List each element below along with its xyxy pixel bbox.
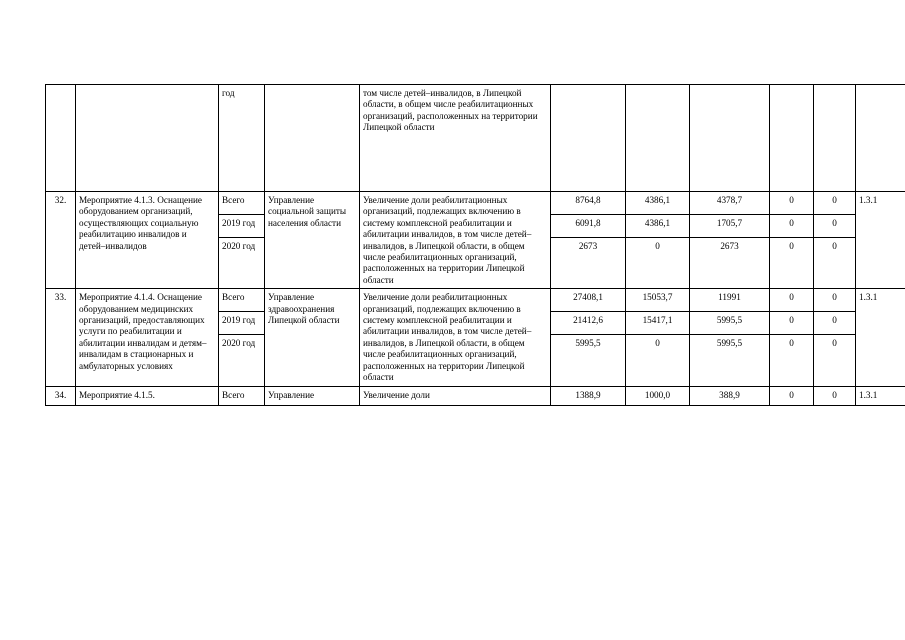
cell-value-4: 0 (770, 192, 814, 215)
cell-value-1: 21412,6 (551, 312, 626, 335)
cell-value-1: 2673 (551, 238, 626, 289)
cell-indicator: Увеличение доли реабилитационных организаций, подлежащих включению в систему комплексной реабилитации и абилитации инвалидов, в том числе детей–инвалидов, в Липецкой области, в общем числе реабилитационных организаций, расположенных на территории Липецкой области (360, 289, 551, 386)
cell-period: 2020 год (219, 238, 265, 289)
cell-value-5: 0 (814, 335, 856, 386)
cell-period: Всего (219, 386, 265, 405)
table-row (46, 289, 905, 312)
cell-value-5: 0 (814, 312, 856, 335)
cell-value-2: 15417,1 (626, 312, 690, 335)
cell-value-5 (814, 85, 856, 192)
table-row (46, 386, 905, 405)
cell-num: 34. (46, 386, 76, 405)
cell-period: 2019 год (219, 312, 265, 335)
cell-period: 2020 год (219, 335, 265, 386)
cell-target: 1.3.1 (856, 289, 905, 386)
cell-value-3: 2673 (690, 238, 770, 289)
cell-value-5: 0 (814, 215, 856, 238)
cell-value-2: 0 (626, 335, 690, 386)
cell-period: 2019 год (219, 215, 265, 238)
cell-num (46, 85, 76, 192)
cell-value-1 (551, 85, 626, 192)
program-events-table (45, 84, 905, 406)
cell-value-4: 0 (770, 335, 814, 386)
cell-executor: Управление социальной защиты населения области (265, 192, 360, 289)
cell-num: 32. (46, 192, 76, 289)
cell-value-3: 5995,5 (690, 312, 770, 335)
table-row-continuation (46, 85, 905, 192)
cell-value-2: 15053,7 (626, 289, 690, 312)
cell-value-4: 0 (770, 312, 814, 335)
cell-value-2: 1000,0 (626, 386, 690, 405)
cell-value-1: 1388,9 (551, 386, 626, 405)
cell-value-1: 8764,8 (551, 192, 626, 215)
cell-event: Мероприятие 4.1.3. Оснащение оборудованием организаций, осуществляющих социальную реабилитацию инвалидов и детей–инвалидов (76, 192, 219, 289)
cell-value-3: 5995,5 (690, 335, 770, 386)
cell-target: 1.3.1 (856, 192, 905, 289)
cell-value-2 (626, 85, 690, 192)
cell-value-2: 0 (626, 238, 690, 289)
table-row (46, 192, 905, 215)
cell-period: Всего (219, 289, 265, 312)
cell-value-3 (690, 85, 770, 192)
cell-value-3: 11991 (690, 289, 770, 312)
cell-value-2: 4386,1 (626, 192, 690, 215)
cell-value-4: 0 (770, 386, 814, 405)
cell-period: год (219, 85, 265, 192)
cell-executor (265, 85, 360, 192)
cell-value-5: 0 (814, 192, 856, 215)
cell-value-5: 0 (814, 238, 856, 289)
cell-event: Мероприятие 4.1.4. Оснащение оборудованием медицинских организаций, предоставляющих услуги по реабилитации и абилитации инвалидам и детям–инвалидам в стационарных и амбулаторных условиях (76, 289, 219, 386)
cell-executor: Управление (265, 386, 360, 405)
cell-value-4 (770, 85, 814, 192)
cell-target (856, 85, 905, 192)
cell-value-4: 0 (770, 238, 814, 289)
cell-period: Всего (219, 192, 265, 215)
cell-event (76, 85, 219, 192)
cell-indicator: Увеличение доли (360, 386, 551, 405)
cell-value-3: 1705,7 (690, 215, 770, 238)
cell-target: 1.3.1 (856, 386, 905, 405)
cell-event: Мероприятие 4.1.5. (76, 386, 219, 405)
cell-value-1: 6091,8 (551, 215, 626, 238)
cell-value-5: 0 (814, 289, 856, 312)
cell-value-2: 4386,1 (626, 215, 690, 238)
cell-indicator: том числе детей–инвалидов, в Липецкой области, в общем числе реабилитационных организаций, расположенных на территории Липецкой области (360, 85, 551, 192)
cell-value-5: 0 (814, 386, 856, 405)
cell-value-1: 5995,5 (551, 335, 626, 386)
cell-executor: Управление здравоохранения Липецкой области (265, 289, 360, 386)
cell-value-1: 27408,1 (551, 289, 626, 312)
cell-value-4: 0 (770, 215, 814, 238)
cell-indicator: Увеличение доли реабилитационных организаций, подлежащих включению в систему комплексной реабилитации и абилитации инвалидов, в том числе детей–инвалидов, в Липецкой области, в общем числе реабилитационных организаций, расположенных на территории Липецкой области (360, 192, 551, 289)
cell-num: 33. (46, 289, 76, 386)
cell-value-3: 4378,7 (690, 192, 770, 215)
cell-value-3: 388,9 (690, 386, 770, 405)
cell-value-4: 0 (770, 289, 814, 312)
